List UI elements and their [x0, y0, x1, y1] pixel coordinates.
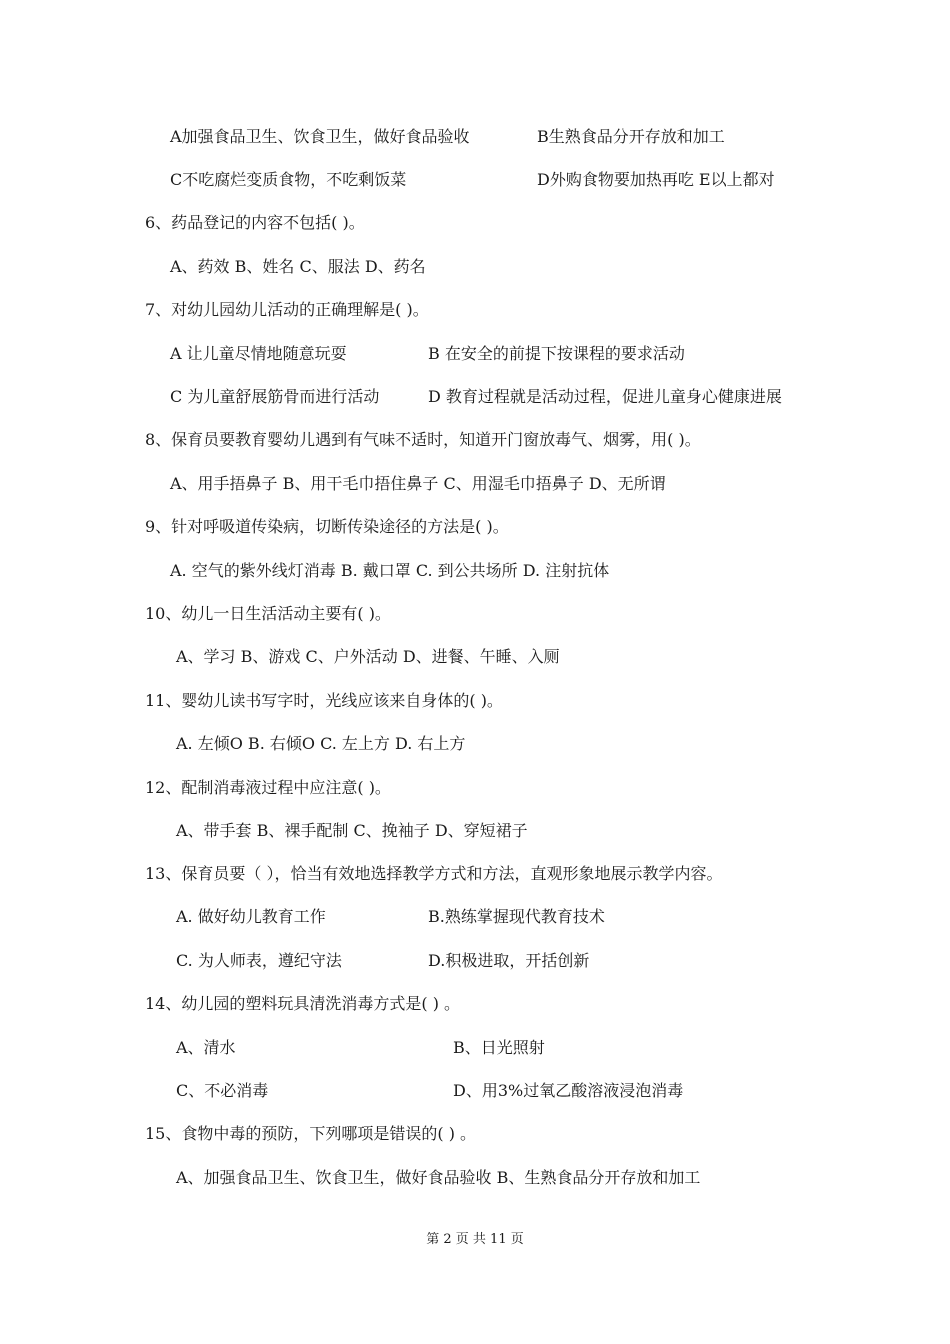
question-7-option-c: C 为儿童舒展筋骨而进行活动 [170, 387, 380, 406]
question-13-option-a: A. 做好幼儿教育工作 [176, 907, 326, 926]
question-7-option-a: A 让儿童尽情地随意玩耍 [170, 344, 347, 363]
option-b: B生熟食品分开存放和加工 [537, 127, 725, 146]
question-13-option-c: C. 为人师表，遵纪守法 [176, 951, 342, 970]
question-13-option-d: D.积极进取，开括创新 [428, 951, 590, 970]
question-12-options: A、带手套 B、裸手配制 C、挽袖子 D、穿短裙子 [176, 821, 528, 840]
option-c: C不吃腐烂变质食物，不吃剩饭菜 [170, 170, 407, 189]
question-7: 7、对幼儿园幼儿活动的正确理解是( )。 [145, 300, 429, 319]
question-14-option-b: B、日光照射 [453, 1038, 545, 1057]
question-14: 14、幼儿园的塑料玩具清洗消毒方式是( ) 。 [145, 994, 461, 1013]
question-6: 6、药品登记的内容不包括( )。 [145, 213, 365, 232]
option-d: D外购食物要加热再吃 E以上都对 [537, 170, 775, 189]
question-15: 15、食物中毒的预防，下列哪项是错误的( ) 。 [145, 1124, 477, 1143]
question-13-option-b: B.熟练掌握现代教育技术 [428, 907, 605, 926]
question-8-options: A、用手捂鼻子 B、用干毛巾捂住鼻子 C、用湿毛巾捂鼻子 D、无所谓 [170, 474, 666, 493]
question-14-option-d: D、用3%过氧乙酸溶液浸泡消毒 [453, 1081, 684, 1100]
question-6-options: A、药效 B、姓名 C、服法 D、药名 [170, 257, 426, 276]
question-11-options: A. 左倾O B. 右倾O C. 左上方 D. 右上方 [176, 734, 466, 753]
question-10: 10、幼儿一日生活活动主要有( )。 [145, 604, 391, 623]
option-a: A加强食品卫生、饮食卫生，做好食品验收 [170, 127, 470, 146]
question-14-option-a: A、清水 [176, 1038, 236, 1057]
question-11: 11、婴幼儿读书写字时，光线应该来自身体的( )。 [145, 691, 503, 710]
question-15-options: A、加强食品卫生、饮食卫生，做好食品验收 B、生熟食品分开存放和加工 [176, 1168, 701, 1187]
question-7-option-b: B 在安全的前提下按课程的要求活动 [428, 344, 685, 363]
question-9-options: A. 空气的紫外线灯消毒 B. 戴口罩 C. 到公共场所 D. 注射抗体 [170, 561, 610, 580]
question-12: 12、配制消毒液过程中应注意( )。 [145, 778, 391, 797]
page-footer: 第 2 页 共 11 页 [426, 1232, 524, 1247]
question-7-option-d: D 教育过程就是活动过程，促进儿童身心健康进展 [428, 387, 782, 406]
question-8: 8、保育员要教育婴幼儿遇到有气味不适时，知道开门窗放毒气、烟雾，用( )。 [145, 430, 701, 449]
question-14-option-c: C、不必消毒 [176, 1081, 269, 1100]
question-13: 13、保育员要（ ），恰当有效地选择教学方式和方法，直观形象地展示教学内容。 [145, 864, 723, 883]
question-10-options: A、学习 B、游戏 C、户外活动 D、进餐、午睡、入厕 [176, 647, 560, 666]
question-9: 9、针对呼吸道传染病，切断传染途径的方法是( )。 [145, 517, 509, 536]
